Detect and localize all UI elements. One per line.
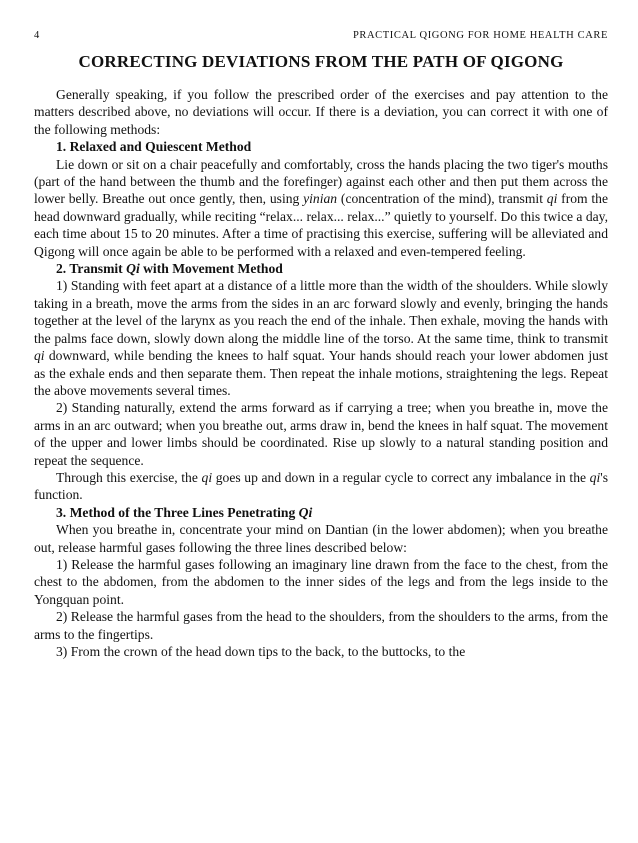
- running-header: [34, 30, 608, 46]
- running-title: PRACTICAL QIGONG FOR HOME HEALTH CARE: [352, 30, 608, 41]
- section-3-line-1: 1) Release the harmful gases following an imaginary line drawn from the face to the chest, from the chest to the abdomen, from the abdomen to the inner sides of the legs and from the legs inside to the Yongquan point.: [34, 556, 608, 607]
- text-run: downward, while bending the knees to half squat. Your hands should reach your lower abdomen just as the exhale ends and then separate them. Then repeat the inhale motions, straightening the legs. Repeat the above movements several times.: [34, 348, 608, 398]
- intro-paragraph: Generally speaking, if you follow the prescribed order of the exercises and pay attention to the matters described above, no deviations will occur. If there is a deviation, you can correct it with one of the following methods:: [34, 87, 608, 137]
- body-text: [34, 86, 608, 660]
- section-2-heading: [34, 260, 608, 277]
- section-2-summary: [34, 469, 608, 504]
- section-1-heading: 1. Relaxed and Quiescent Method: [56, 139, 252, 155]
- chapter-title: CORRECTING DEVIATIONS FROM THE PATH OF QIGONG: [78, 52, 564, 71]
- page-number: 4: [34, 30, 40, 41]
- italic-term: Qi: [298, 504, 313, 520]
- section-1-paragraph: [34, 156, 608, 260]
- section-3-heading: [34, 504, 608, 521]
- text-run: goes up and down in a regular cycle to correct any imbalance in the: [212, 469, 590, 485]
- section-3-line-3: 3) From the crown of the head down tips to the back, to the buttocks, to the: [56, 644, 466, 659]
- italic-term: Qi: [126, 261, 140, 277]
- italic-term: qi: [546, 191, 558, 207]
- section-2-step-2: 2) Standing naturally, extend the arms forward as if carrying a tree; when you breathe in, move the arms in an arc outward; when you breathe out, arms draw in, bend the knees in half squat. The movement of the upper and lower limbs should be coordinated. Rise up slowly to a natural standing position and repeat the sequence.: [34, 400, 608, 468]
- text-run: from the head downward gradually, while reciting “relax... relax... relax...” quietly to yourself. Do this twice a day, each time about 15 to 20 minutes. After a time of practising this exercise, suffering will be alleviated and Qigong will once again be able to be performed with a relaxed and even-tempered feeling.: [34, 191, 608, 259]
- section-3-intro: When you breathe in, concentrate your mind on Dantian (in the lower abdomen); when you breathe out, release harmful gases following the three lines described below:: [34, 522, 608, 555]
- italic-term: qi: [589, 469, 601, 485]
- text-run: 's function.: [34, 469, 608, 503]
- heading-run: 3. Method of the Three Lines Penetrating: [56, 504, 299, 520]
- text-run: 1) Standing with feet apart at a distance of a little more than the width of the shoulders. While slowly taking in a breath, move the arms from the sides in an arc forward slowly and evenly, bringing the hands together at the level of the larynx as you reach the end of the inhale. Then exhale, moving the hands with the palms face down, slowly down along the middle line of the torso. At the same time, think to transmit: [34, 278, 608, 346]
- text-run: Through this exercise, the: [56, 469, 202, 485]
- text-run: (concentration of the mind), transmit: [337, 191, 547, 207]
- section-3-line-2: 2) Release the harmful gases from the head to the shoulders, from the shoulders to the arms, from the arms to the fingertips.: [34, 609, 608, 642]
- italic-term: qi: [201, 469, 213, 485]
- section-2-step-1: [34, 277, 608, 399]
- italic-term: yinian: [303, 191, 338, 207]
- heading-run: with Movement Method: [139, 261, 283, 277]
- italic-term: qi: [34, 348, 45, 364]
- text-run: Lie down or sit on a chair peacefully and comfortably, cross the hands placing the two tiger's mouths (part of the hand between the thumb and the forefinger) against each other and then put them across the lower belly. Breathe out once gently, then, using: [34, 156, 608, 207]
- heading-run: 2. Transmit: [56, 261, 127, 277]
